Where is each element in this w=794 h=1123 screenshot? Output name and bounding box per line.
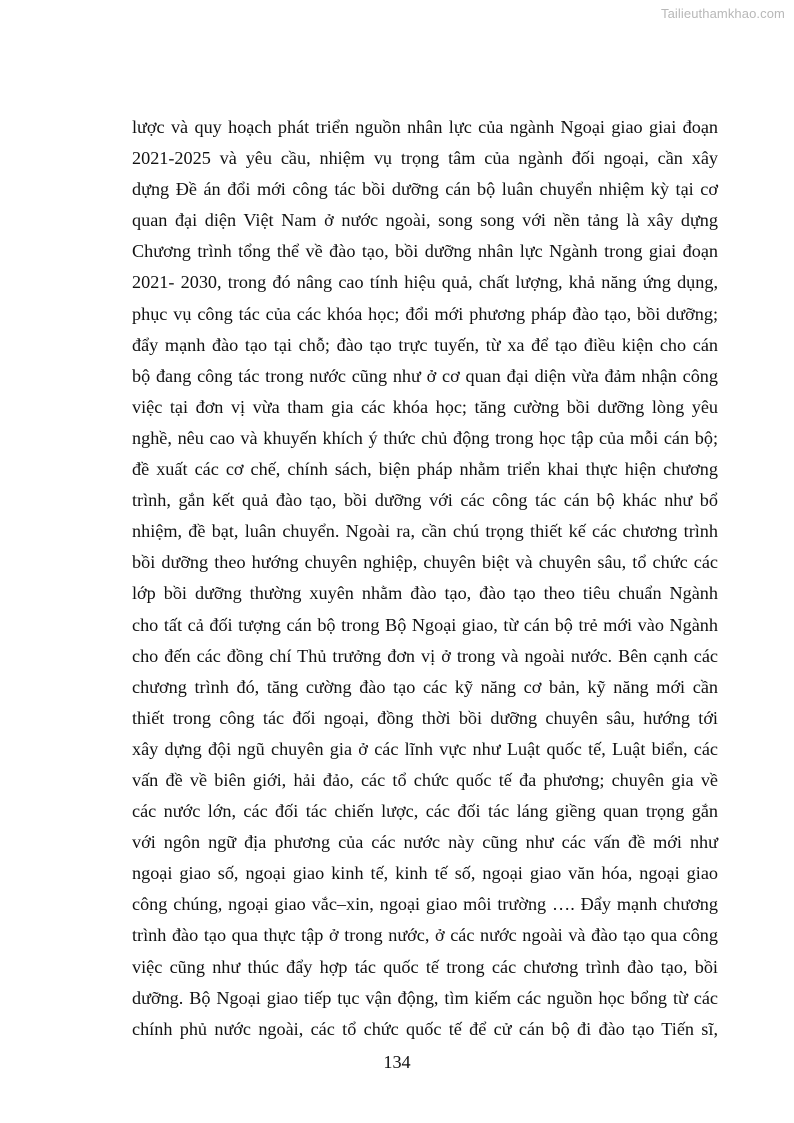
text-line: nghề, nêu cao và khuyến khích ý thức chủ động trong học tập của mỗi cán bộ;: [132, 427, 718, 448]
text-line: dưỡng. Bộ Ngoại giao tiếp tục vận động, tìm kiếm các nguồn học bổng từ các: [132, 987, 718, 1008]
text-line: chính phủ nước ngoài, các tổ chức quốc tế để cử cán bộ đi đào tạo Tiến sĩ,: [132, 1018, 718, 1039]
text-line: thiết trong công tác đối ngoại, đồng thời bồi dưỡng chuyên sâu, hướng tới: [132, 707, 718, 728]
text-line: ngoại giao số, ngoại giao kinh tế, kinh tế số, ngoại giao văn hóa, ngoại giao: [132, 863, 718, 884]
text-line: dựng Đề án đổi mới công tác bồi dưỡng cán bộ luân chuyển nhiệm kỳ tại cơ: [132, 179, 718, 200]
text-line: lớp bồi dưỡng thường xuyên nhằm đào tạo, đào tạo theo tiêu chuẩn Ngành: [132, 583, 718, 604]
text-line: 2021-2025 và yêu cầu, nhiệm vụ trọng tâm của ngành đối ngoại, cần xây: [132, 148, 718, 169]
text-line: chương trình đó, tăng cường đào tạo các kỹ năng cơ bản, kỹ năng mới cần: [132, 676, 718, 697]
text-line: cho đến các đồng chí Thủ trưởng đơn vị ở trong và ngoài nước. Bên cạnh các: [132, 645, 718, 666]
text-line: các nước lớn, các đối tác chiến lược, các đối tác láng giềng quan trọng gắn: [132, 801, 718, 822]
text-line: lược và quy hoạch phát triển nguồn nhân lực của ngành Ngoại giao giai đoạn: [132, 117, 718, 137]
text-line: đề xuất các cơ chế, chính sách, biện pháp nhằm triển khai thực hiện chương: [132, 459, 718, 480]
text-line: cho tất cả đối tượng cán bộ trong Bộ Ngoại giao, từ cán bộ trẻ mới vào Ngành: [132, 614, 718, 635]
text-line: quan đại diện Việt Nam ở nước ngoài, song song với nền tảng là xây dựng: [132, 210, 718, 231]
body-paragraph: [132, 112, 718, 1045]
text-line: bồi dưỡng theo hướng chuyên nghiệp, chuyên biệt và chuyên sâu, tổ chức các: [132, 552, 718, 573]
page-number: 134: [383, 1052, 411, 1072]
watermark-text: Tailieuthamkhao.com: [660, 6, 785, 21]
text-line: trình đào tạo qua thực tập ở trong nước, ở các nước ngoài và đào tạo qua công: [132, 925, 718, 946]
text-line: bộ đang công tác trong nước cũng như ở cơ quan đại diện vừa đảm nhận công: [132, 365, 718, 386]
text-line: vấn đề về biên giới, hải đảo, các tổ chức quốc tế đa phương; chuyên gia về: [132, 769, 718, 790]
text-line: việc cũng như thúc đẩy hợp tác quốc tế trong các chương trình đào tạo, bồi: [132, 956, 718, 977]
text-line: 2021- 2030, trong đó nâng cao tính hiệu quả, chất lượng, khả năng ứng dụng,: [132, 272, 718, 293]
text-line: nhiệm, đề bạt, luân chuyển. Ngoài ra, cần chú trọng thiết kế các chương trình: [132, 521, 718, 542]
text-line: với ngôn ngữ địa phương của các nước này cũng như các vấn đề mới như: [132, 832, 718, 853]
text-line: phục vụ công tác của các khóa học; đổi mới phương pháp đào tạo, bồi dưỡng;: [132, 303, 718, 324]
text-line: trình, gắn kết quả đào tạo, bồi dưỡng với các công tác cán bộ khác như bổ: [132, 490, 718, 511]
text-line: công chúng, ngoại giao vắc–xin, ngoại giao môi trường …. Đẩy mạnh chương: [132, 894, 718, 915]
text-line: đẩy mạnh đào tạo tại chỗ; đào tạo trực tuyến, từ xa để tạo điều kiện cho cán: [132, 334, 718, 355]
text-line: việc tại đơn vị vừa tham gia các khóa học; tăng cường bồi dưỡng lòng yêu: [132, 396, 718, 417]
text-line: Chương trình tổng thể về đào tạo, bồi dưỡng nhân lực Ngành trong giai đoạn: [132, 241, 718, 262]
text-line: xây dựng đội ngũ chuyên gia ở các lĩnh vực như Luật quốc tế, Luật biển, các: [132, 738, 718, 759]
